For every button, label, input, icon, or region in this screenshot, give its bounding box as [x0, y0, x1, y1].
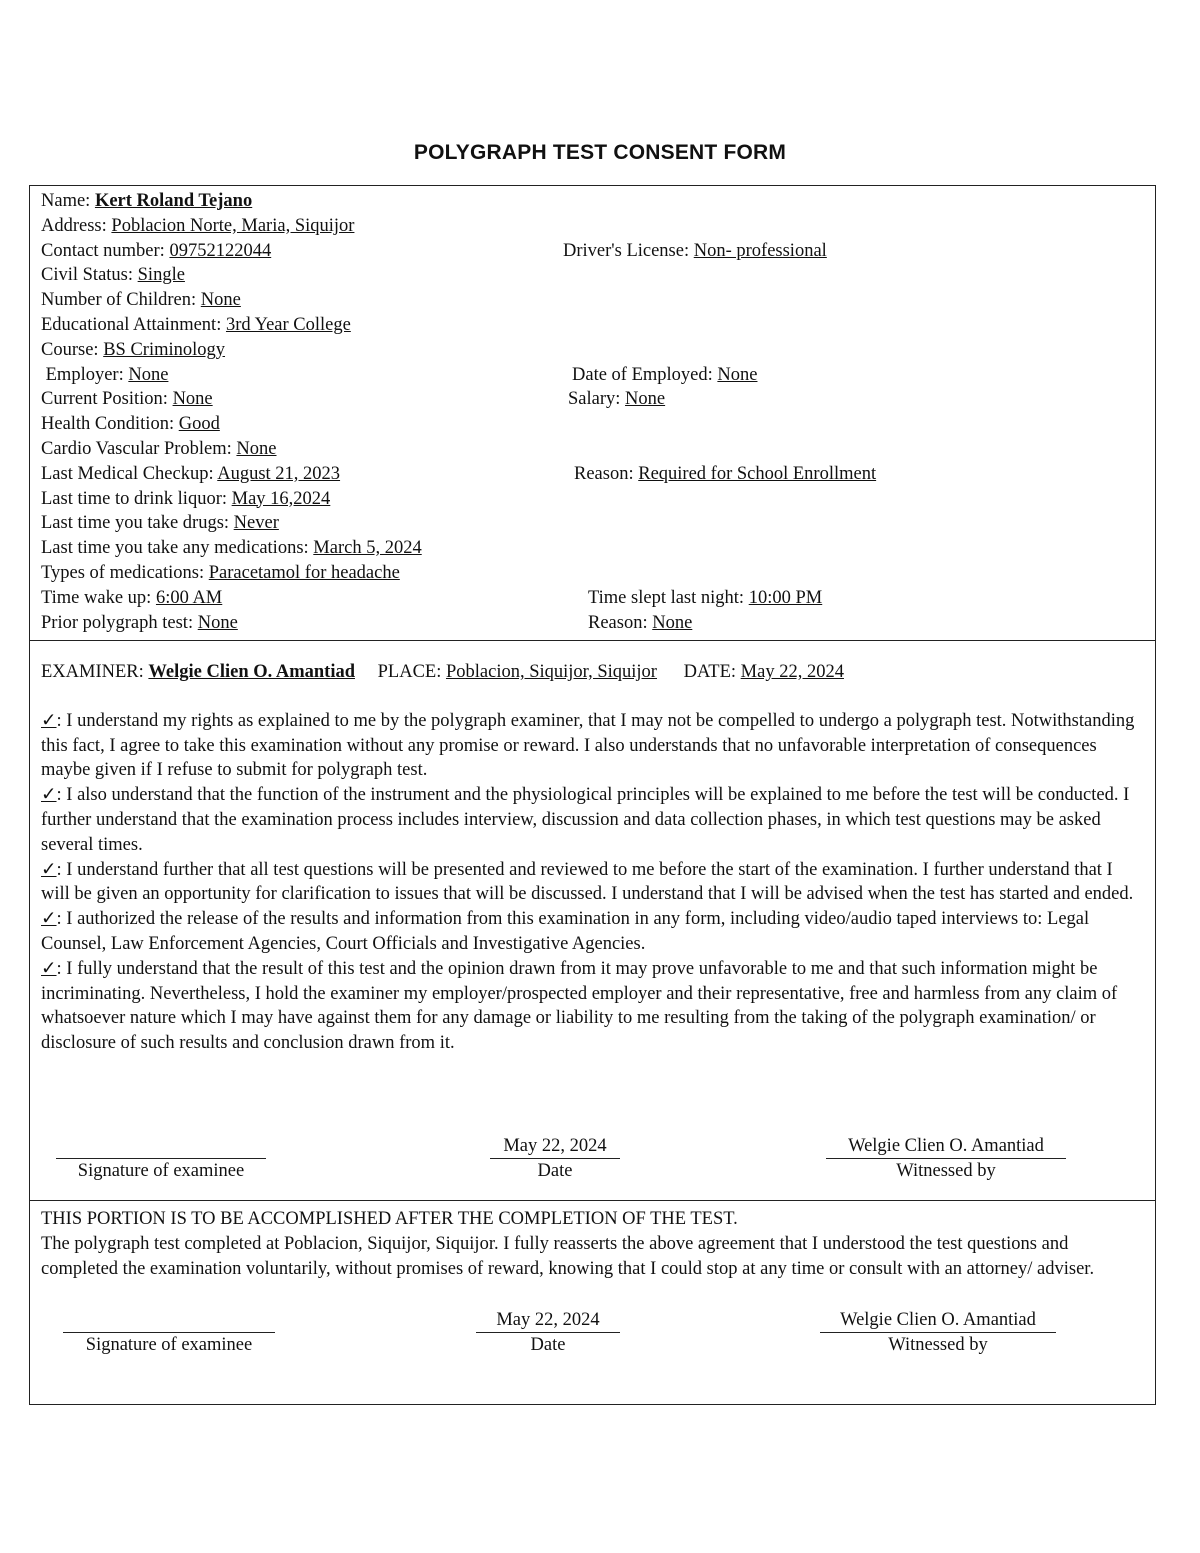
health-label: Health Condition: [41, 414, 175, 435]
date-employed-value: None [717, 364, 758, 385]
contact-label: Contact number: [41, 240, 165, 261]
drugs-value: Never [233, 513, 279, 534]
place-value: Poblacion, Siquijor, Siquijor [445, 662, 657, 682]
cardio-label: Cardio Vascular Problem: [41, 438, 232, 459]
med-types-row [41, 561, 1139, 586]
statement-text: : I understand further that all test questions will be presented and reviewed to me before the start of the examination. I further understand that I will be given an opportunity for clarification to issues that will be discussed. I understand that I will be advised when the test has started and ended. [41, 859, 1134, 905]
health-row [41, 412, 1139, 437]
statement-item [41, 858, 1139, 908]
course-label: Course: [41, 339, 99, 360]
signature-date-value: May 22, 2024 [476, 1308, 620, 1333]
form-frame [29, 185, 1156, 1405]
checkup-reason-field [574, 462, 876, 487]
examinee-signature-block [56, 1134, 266, 1183]
date-employed-field [572, 363, 757, 388]
checkup-row [41, 462, 1139, 487]
checkup-value: August 21, 2023 [217, 463, 341, 484]
contact-row [41, 239, 1139, 264]
witness-name-value: Welgie Clien O. Amantiad [820, 1308, 1056, 1333]
examinee-signature-line [56, 1134, 266, 1159]
name-value: Kert Roland Tejano [94, 191, 253, 211]
course-value: BS Criminology [103, 339, 226, 360]
statement-item [41, 907, 1139, 957]
date-label: DATE: [683, 662, 737, 682]
section-divider [30, 640, 1155, 641]
prior-test-label: Prior polygraph test: [41, 612, 194, 633]
course-row [41, 338, 1139, 363]
date-signature-block [490, 1134, 620, 1183]
statement-item [41, 709, 1139, 783]
salary-value: None [625, 389, 666, 410]
personal-info-section [41, 189, 1139, 635]
completion-heading: THIS PORTION IS TO BE ACCOMPLISHED AFTER THE COMPLETION OF THE TEST. [41, 1209, 738, 1229]
salary-field [568, 387, 665, 412]
wake-label: Time wake up: [41, 587, 152, 608]
med-types-value: Paracetamol for headache [208, 562, 400, 583]
children-row [41, 288, 1139, 313]
prior-test-value: None [197, 612, 238, 633]
medications-label: Last time you take any medications: [41, 538, 309, 559]
date-signature-block [476, 1308, 620, 1357]
form-title: POLYGRAPH TEST CONSENT FORM [413, 141, 787, 164]
witness-signature-block [820, 1308, 1056, 1357]
check-icon: ✓ [41, 859, 57, 880]
statement-item [41, 957, 1139, 1056]
medications-row [41, 536, 1139, 561]
prior-reason-field [588, 611, 692, 636]
place-label: PLACE: [377, 662, 442, 682]
checkup-reason-value: Required for School Enrollment [638, 463, 877, 484]
slept-value: 10:00 PM [748, 587, 823, 608]
statement-item [41, 783, 1139, 857]
prior-test-row [41, 611, 1139, 636]
prior-reason-value: None [652, 612, 693, 633]
education-label: Educational Attainment: [41, 314, 222, 335]
slept-label: Time slept last night: [588, 587, 745, 608]
address-value: Poblacion Norte, Maria, Siquijor [111, 215, 355, 236]
liquor-value: May 16,2024 [231, 488, 331, 509]
license-value: Non- professional [693, 240, 827, 261]
name-label: Name: [41, 191, 91, 211]
health-value: Good [178, 414, 220, 435]
civil-status-value: Single [137, 265, 185, 286]
checkup-label: Last Medical Checkup: [41, 463, 214, 484]
statement-text: : I also understand that the function of the instrument and the physiological principles will be explained to me before the test will be conducted. I further understand that the examination process includes interview, discussion and data collection phases, in which test questions may be asked several times. [41, 785, 1130, 855]
license-field [563, 239, 827, 264]
check-icon: ✓ [41, 958, 57, 979]
civil-status-label: Civil Status: [41, 265, 134, 286]
employer-value: None [128, 364, 169, 385]
cardio-value: None [236, 438, 277, 459]
statement-text: : I understand my rights as explained to me by the polygraph examiner, that I may not be compelled to undergo a polygraph test. Notwithstanding this fact, I agree to take this examination without any promise or reward. I also understands that no unfavorable interpretation of consequences maybe given if I refuse to submit for polygraph test. [41, 710, 1135, 781]
employer-row [41, 363, 1139, 388]
examiner-label: EXAMINER: [41, 662, 144, 682]
witness-signature-block [826, 1134, 1066, 1183]
signature-date-caption: Date [537, 1161, 573, 1181]
cardio-row [41, 437, 1139, 462]
name-row [41, 189, 1139, 214]
check-icon: ✓ [41, 785, 57, 806]
signature-date-caption: Date [530, 1335, 566, 1355]
statement-text: : I fully understand that the result of this test and the opinion drawn from it may prove unfavorable to me and that such information might be incriminating. Nevertheless, I hold the examiner my employer/prospected employer and their representative, free and harmless from any claim of whatsoever nature which I may have against them for any damage or liability to me resulting from the taking of the polygraph examination/ or disclosure of such results and conclusion drawn from it. [41, 958, 1118, 1054]
date-value: May 22, 2024 [740, 662, 844, 682]
address-row [41, 214, 1139, 239]
education-row [41, 313, 1139, 338]
liquor-row [41, 487, 1139, 512]
medications-value: March 5, 2024 [313, 538, 422, 559]
examinee-signature-caption: Signature of examinee [77, 1161, 245, 1181]
civil-status-row [41, 263, 1139, 288]
witness-caption: Witnessed by [896, 1161, 996, 1181]
wake-row [41, 586, 1139, 611]
slept-field [588, 586, 822, 611]
prior-reason-label: Reason: [588, 612, 648, 633]
checkup-reason-label: Reason: [574, 463, 634, 484]
wake-value: 6:00 AM [155, 587, 223, 608]
examiner-row [41, 660, 1139, 685]
contact-value: 09752122044 [169, 240, 272, 261]
examinee-signature-caption: Signature of examinee [85, 1335, 253, 1355]
license-label: Driver's License: [563, 240, 690, 261]
check-icon: ✓ [41, 909, 57, 930]
position-value: None [172, 389, 213, 410]
witness-name-value: Welgie Clien O. Amantiad [826, 1134, 1066, 1159]
drugs-row [41, 511, 1139, 536]
examiner-section [41, 660, 1139, 1056]
examinee-signature-block [63, 1308, 275, 1357]
position-label: Current Position: [41, 389, 168, 410]
completion-text: The polygraph test completed at Poblacion, Siquijor, Siquijor. I fully reasserts the above agreement that I understood the test questions and completed the examination voluntarily, without promises of reward, knowing that I could stop at any time or consult with an attorney/ adviser. [41, 1233, 1095, 1279]
employer-label: Employer: [45, 364, 124, 385]
drugs-label: Last time you take drugs: [41, 513, 230, 534]
date-employed-label: Date of Employed: [572, 364, 713, 385]
check-icon: ✓ [41, 710, 57, 731]
children-value: None [200, 290, 241, 311]
education-value: 3rd Year College [225, 314, 351, 335]
med-types-label: Types of medications: [41, 562, 205, 583]
position-row [41, 387, 1139, 412]
statement-text: : I authorized the release of the results and information from this examination in any form, including video/audio taped interviews to: Legal Counsel, Law Enforcement Agencies, Court Officials and Investigative Agencies. [41, 909, 1090, 954]
signature-date-value: May 22, 2024 [490, 1134, 620, 1159]
examinee-signature-line [63, 1308, 275, 1333]
children-label: Number of Children: [41, 290, 197, 311]
section-divider [30, 1200, 1155, 1201]
witness-caption: Witnessed by [888, 1335, 988, 1355]
liquor-label: Last time to drink liquor: [41, 488, 228, 509]
address-label: Address: [41, 215, 107, 236]
completion-section [41, 1207, 1139, 1281]
salary-label: Salary: [568, 389, 621, 410]
examiner-value: Welgie Clien O. Amantiad [148, 662, 355, 682]
